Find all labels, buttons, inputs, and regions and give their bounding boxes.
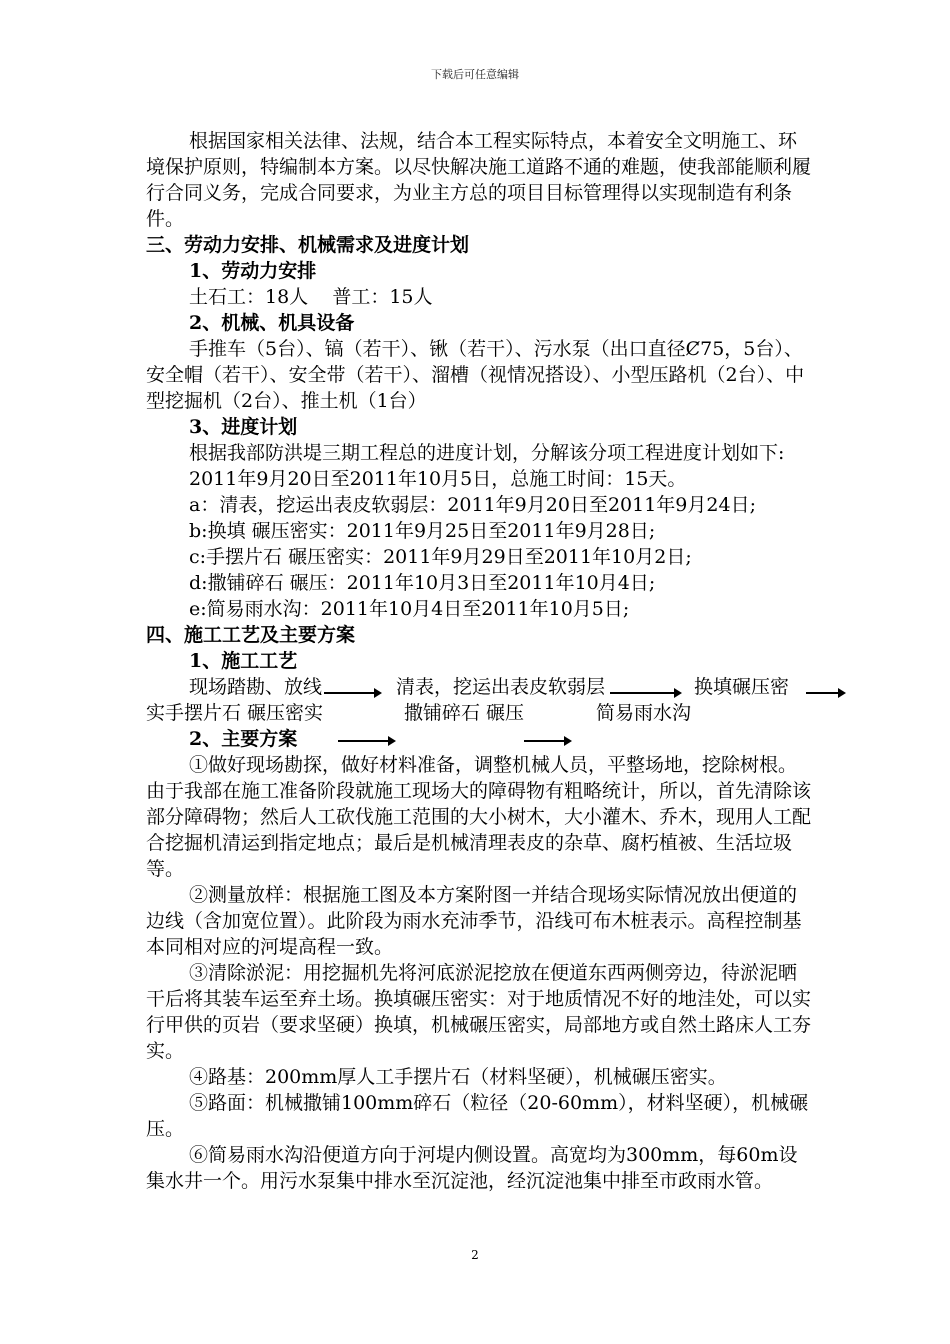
flow-arrow-icon <box>610 692 680 694</box>
section3-title: 三、劳动力安排、机械需求及进度计划 <box>146 234 470 256</box>
plan-item: ⑤路面：机械撒铺100mm碎石（粒径（20-60mm），材料坚硬），机械碾压。 <box>146 1092 809 1140</box>
schedule-intro: 根据我部防洪堤三期工程总的进度计划，分解该分项工程进度计划如下: <box>189 442 785 464</box>
process-title: 1、施工工艺 <box>189 650 298 672</box>
schedule-total: 2011年9月20日至2011年10月5日，总施工时间：15天。 <box>189 468 687 490</box>
flow-step: 实手摆片石 碾压密实 <box>146 702 324 724</box>
flow-step: 现场踏勘、放线 <box>189 676 323 698</box>
flow-step: 撒铺碎石 碾压 <box>404 702 525 724</box>
plan-item: ③清除淤泥：用挖掘机先将河底淤泥挖放在便道东西两侧旁边，待淤泥晒干后将其装车运至弃土场。换填碾压密实：对于地质情况不好的地洼处，可以实行甲供的页岩（要求坚硬）换填，机械碾压密实，局部地方或自然土路床人工夯实。 <box>146 962 812 1062</box>
schedule-item: e:简易雨水沟：2011年10月4日至2011年10月5日; <box>189 598 630 620</box>
schedule-title: 3、进度计划 <box>189 416 298 438</box>
page-number: 2 <box>471 1248 479 1262</box>
schedule-item: b:换填 碾压密实：2011年9月25日至2011年9月28日; <box>189 520 656 542</box>
flow-arrow-icon <box>324 692 380 694</box>
plan-heading-row <box>146 726 814 752</box>
flow-step: 清表，挖运出表皮软弱层 <box>396 676 606 698</box>
labor-text: 土石工：18人 普工：15人 <box>189 286 433 308</box>
plan-item: ④路基：200mm厚人工手摆片石（材料坚硬），机械碾压密实。 <box>189 1066 727 1088</box>
machinery-title: 2、机械、机具设备 <box>189 312 355 334</box>
schedule-item: a：清表，挖运出表皮软弱层：2011年9月20日至2011年9月24日; <box>189 494 756 516</box>
page-header: 下载后可任意编辑 <box>431 68 519 81</box>
schedule-item: d:撒铺碎石 碾压：2011年10月3日至2011年10月4日; <box>189 572 656 594</box>
section4-title: 四、施工工艺及主要方案 <box>146 624 356 646</box>
plan-item: ②测量放样：根据施工图及本方案附图一并结合现场实际情况放出便道的边线（含加宽位置）。此阶段为雨水充沛季节，沿线可布木桩表示。高程控制基本同相对应的河堤高程一致。 <box>146 884 802 958</box>
flow-arrow-icon <box>524 740 570 742</box>
plan-item: ⑥简易雨水沟沿便道方向于河堤内侧设置。高宽均为300mm，每60m设集水井一个。用污水泵集中排水至沉淀池，经沉淀池集中排至市政雨水管。 <box>146 1144 798 1192</box>
flow-arrow-icon <box>806 692 844 694</box>
machinery-text: 手推车（5台）、镐（若干）、锹（若干）、污水泵（出口直径Ȼ75，5台）、安全帽（若干）、安全带（若干）、溜槽（视情况搭设）、小型压路机（2台）、中型挖掘机（2台）、推土机（1台） <box>146 338 805 412</box>
schedule-item: c:手摆片石 碾压密实：2011年9月29日至2011年10月2日; <box>189 546 692 568</box>
flow-arrow-icon <box>338 740 394 742</box>
plan-title: 2、主要方案 <box>189 728 298 750</box>
intro-paragraph: 根据国家相关法律、法规，结合本工程实际特点，本着安全文明施工、环境保护原则，特编制本方案。以尽快解决施工道路不通的难题，使我部能顺利履行合同义务，完成合同要求，为业主方总的项目目标管理得以实现制造有利条件。 <box>146 130 812 230</box>
flow-step: 简易雨水沟 <box>596 702 692 724</box>
labor-title: 1、劳动力安排 <box>189 260 317 282</box>
process-flow <box>146 674 814 726</box>
plan-item: ①做好现场勘探，做好材料准备，调整机械人员，平整场地，挖除树根。由于我部在施工准备阶段就施工现场大的障碍物有粗略统计，所以，首先清除该部分障碍物；然后人工砍伐施工范围的大小树木，大小灌木、乔木，现用人工配合挖掘机清运到指定地点；最后是机械清理表皮的杂草、腐朽植被、生活垃圾等。 <box>146 754 812 880</box>
document-body <box>146 128 814 1194</box>
flow-step: 换填碾压密 <box>694 676 790 698</box>
